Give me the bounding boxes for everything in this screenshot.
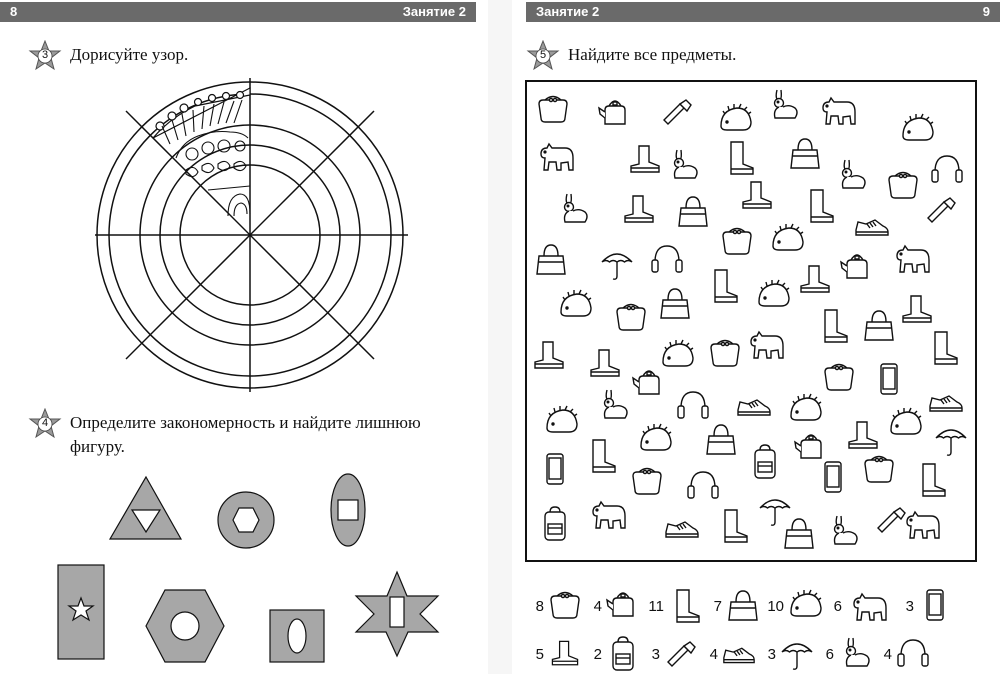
right-page-number: 9 xyxy=(982,4,990,19)
ankle-boot-icon xyxy=(547,634,583,674)
shape-star xyxy=(356,572,438,656)
answer-count: 5 xyxy=(535,645,544,663)
star-badge-icon xyxy=(28,408,62,440)
answer-count: 4 xyxy=(883,645,892,663)
answer-count: 2 xyxy=(593,645,602,663)
sneaker-icon xyxy=(721,634,757,674)
task-instruction-line-1: Определите закономерность и найдите лишнюю xyxy=(70,413,421,432)
task-instruction: Найдите все предметы. xyxy=(568,45,737,64)
answer-count: 6 xyxy=(825,645,834,663)
purse-icon xyxy=(547,586,583,626)
left-lesson-title: Занятие 2 xyxy=(402,4,466,19)
shape-square xyxy=(270,610,324,662)
shape-hexagon xyxy=(146,590,224,662)
boot-icon xyxy=(667,586,703,626)
shape-circle xyxy=(218,492,274,548)
bear-icon xyxy=(845,586,895,626)
shape-triangle xyxy=(110,477,181,539)
task-number: 3 xyxy=(41,49,49,61)
answer-row-2 xyxy=(530,634,936,674)
shape-rectangle xyxy=(58,565,104,659)
task-5 xyxy=(526,40,736,72)
star-badge-icon xyxy=(526,40,560,72)
answer-count: 3 xyxy=(767,645,776,663)
answer-count: 4 xyxy=(593,597,602,615)
task-instruction-line-2: фигуру. xyxy=(70,437,125,456)
shapes-puzzle xyxy=(50,470,450,665)
flashlight-icon xyxy=(663,634,699,674)
task-4 xyxy=(28,408,421,459)
answer-count: 11 xyxy=(648,597,664,615)
left-page-number: 8 xyxy=(10,4,18,19)
task-number: 4 xyxy=(41,417,49,429)
shape-ellipse xyxy=(331,474,365,546)
task-instruction xyxy=(70,411,421,459)
left-page xyxy=(0,0,488,674)
page-gutter xyxy=(488,0,512,674)
right-header-bar xyxy=(526,2,1000,22)
right-lesson-title: Занятие 2 xyxy=(536,4,600,19)
answer-count: 3 xyxy=(651,645,660,663)
rabbit-icon xyxy=(837,634,873,674)
answer-count: 4 xyxy=(709,645,718,663)
answer-count: 6 xyxy=(833,597,842,615)
hedgehog-icon xyxy=(787,586,823,626)
backpack-icon xyxy=(605,634,641,674)
umbrella-icon xyxy=(779,634,815,674)
star-badge-icon xyxy=(28,40,62,72)
answer-count: 7 xyxy=(713,597,722,615)
kettle-icon xyxy=(605,586,641,626)
hidden-objects-picture xyxy=(525,80,977,562)
handbag-icon xyxy=(725,586,761,626)
phone-icon xyxy=(917,586,953,626)
mandala-pattern xyxy=(90,78,410,398)
answer-row-1 xyxy=(530,586,958,626)
headphones-icon xyxy=(895,634,931,674)
task-number: 5 xyxy=(539,49,547,61)
answer-count: 10 xyxy=(767,597,784,615)
left-header-bar xyxy=(0,2,476,22)
answer-count: 3 xyxy=(905,597,914,615)
task-instruction: Дорисуйте узор. xyxy=(70,45,189,64)
task-3 xyxy=(28,40,188,72)
answer-count: 8 xyxy=(535,597,544,615)
